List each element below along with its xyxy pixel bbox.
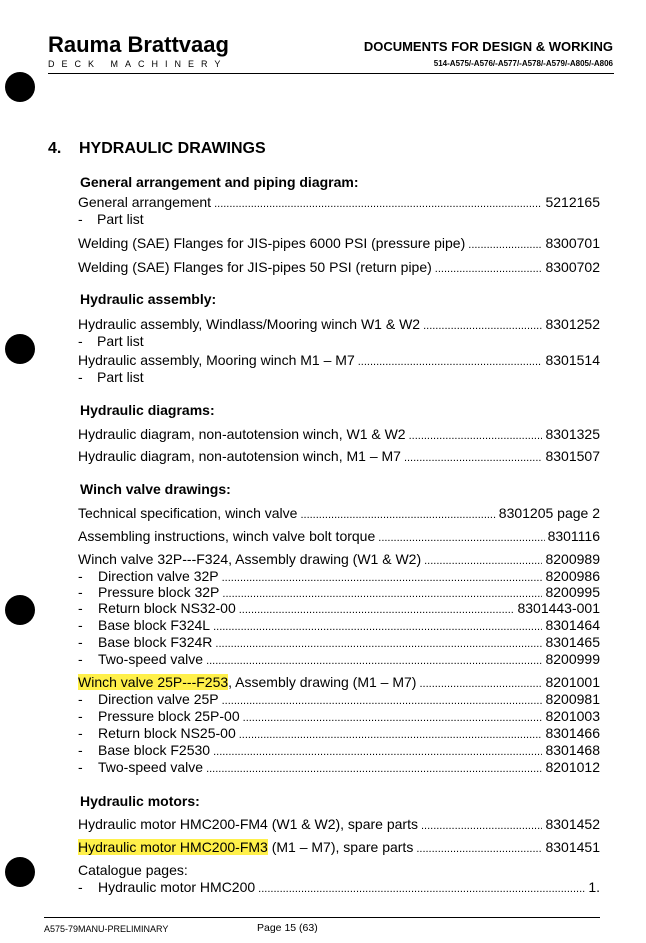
subheading-valves: Winch valve drawings: <box>80 481 231 497</box>
section-heading <box>48 140 266 158</box>
footer-rule <box>44 917 600 918</box>
list-item: - Two-speed valve ..... 8201012 <box>78 759 600 776</box>
subheading-diagrams: Hydraulic diagrams: <box>80 402 215 418</box>
list-item: Welding (SAE) Flanges for JIS-pipes 6000 PSI (pressure pipe) ..... 8300701 <box>78 235 600 252</box>
list-item: - Part list <box>78 211 144 227</box>
list-item: Hydraulic diagram, non-autotension winch, M1 – M7 ..... 8301507 <box>78 448 600 465</box>
binder-hole-2 <box>5 334 35 364</box>
list-item: - Return block NS25-00 ..... 8301466 <box>78 725 600 742</box>
list-item: Hydraulic motor HMC200-FM4 (W1 & W2), spare parts ..... 8301452 <box>78 816 600 833</box>
section-title: HYDRAULIC DRAWINGS <box>79 140 266 157</box>
document-numbers: 514-A575/-A576/-A577/-A578/-A579/-A805/-A806 <box>433 59 613 68</box>
list-item: Catalogue pages: <box>78 862 188 878</box>
list-item: - Two-speed valve ..... 8200999 <box>78 651 600 668</box>
document-title: DOCUMENTS FOR DESIGN & WORKING <box>363 39 613 54</box>
company-name: Rauma Brattvaag <box>48 32 229 57</box>
list-item: - Base block F324R ..... 8301465 <box>78 634 600 651</box>
list-item: - Base block F2530 ..... 8301468 <box>78 742 600 759</box>
list-item: Hydraulic motor HMC200-FM3 (M1 – M7), spare parts ..... 8301451 <box>78 839 600 856</box>
list-item: - Return block NS32-00 ..... 8301443-001 <box>78 600 600 617</box>
list-item: - Pressure block 25P-00 ..... 8201003 <box>78 708 600 725</box>
list-item: Assembling instructions, winch valve bolt torque ..... 8301116 <box>78 528 600 545</box>
list-item: - Pressure block 32P ..... 8200995 <box>78 584 600 601</box>
subheading-assembly: Hydraulic assembly: <box>80 291 217 307</box>
footer-page-number: Page 15 (63) <box>257 922 318 934</box>
binder-hole-4 <box>5 857 35 887</box>
highlighted-text: Hydraulic motor HMC200-FM3 <box>78 839 268 855</box>
header-rule <box>48 73 614 74</box>
list-item: Hydraulic assembly, Windlass/Mooring winch W1 & W2 ..... 8301252 <box>78 316 600 333</box>
subheading-general: General arrangement and piping diagram: <box>80 174 359 190</box>
binder-hole-1 <box>5 72 35 102</box>
list-item: - Hydraulic motor HMC200 ..... 1. <box>78 879 600 896</box>
list-item: - Base block F324L ..... 8301464 <box>78 617 600 634</box>
company-division: DECK MACHINERY <box>48 59 228 69</box>
list-item: Welding (SAE) Flanges for JIS-pipes 50 PSI (return pipe) ..... 8300702 <box>78 259 600 276</box>
list-item: Technical specification, winch valve ..... 8301205 page 2 <box>78 505 600 522</box>
footer-document-id: A575-79MANU-PRELIMINARY <box>44 924 169 934</box>
list-item: - Part list <box>78 333 144 349</box>
list-item: Winch valve 25P---F253, Assembly drawing (M1 – M7) ..... 8201001 <box>78 674 600 691</box>
highlighted-text: Winch valve 25P---F253 <box>78 674 229 690</box>
list-item: General arrangement ..... 5212165 <box>78 194 600 211</box>
binder-hole-3 <box>5 595 35 625</box>
section-number: 4. <box>48 140 62 157</box>
list-item: Hydraulic diagram, non-autotension winch, W1 & W2 ..... 8301325 <box>78 426 600 443</box>
subheading-motors: Hydraulic motors: <box>80 793 200 809</box>
list-item: Winch valve 32P---F324, Assembly drawing (W1 & W2) ..... 8200989 <box>78 551 600 568</box>
list-item: - Part list <box>78 369 144 385</box>
list-item: - Direction valve 32P ..... 8200986 <box>78 568 600 585</box>
list-item: - Direction valve 25P ..... 8200981 <box>78 691 600 708</box>
list-item: Hydraulic assembly, Mooring winch M1 – M7 ..... 8301514 <box>78 352 600 369</box>
